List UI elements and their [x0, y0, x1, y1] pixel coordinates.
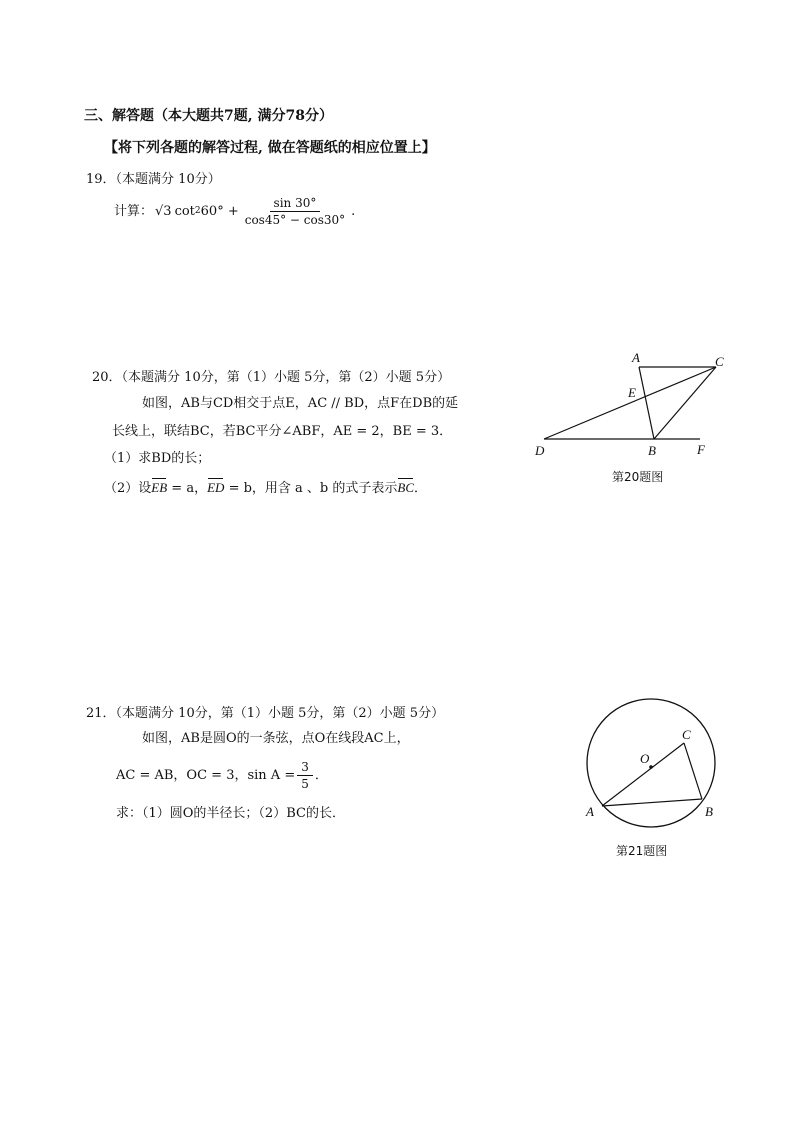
q20-eq-b: = b，用含 a 、b 的式子表示	[224, 481, 398, 496]
fig20-caption: 第20题图	[612, 470, 664, 484]
q20-part1: （1）求BD的长；	[104, 451, 211, 466]
q21-fraction	[297, 760, 313, 792]
q21-line1: 如图，AB是圆O的一条弦，点O在线段AC上，	[142, 731, 410, 746]
q21-line2	[116, 760, 328, 792]
q20-vector-eb: EB	[151, 480, 168, 495]
fig20-line-dc	[544, 367, 716, 439]
q21-line2-end: ．	[314, 768, 328, 784]
fig21-label-b: B	[705, 804, 713, 819]
fig20-label-e: E	[628, 385, 636, 400]
fig20-line-ab	[639, 367, 654, 439]
fig21-caption: 第21题图	[616, 844, 668, 858]
fig20-label-f: F	[697, 442, 705, 457]
q21-line3: 求：（1）圆O的半径长；（2）BC的长．	[116, 806, 345, 821]
fig21-label-c: C	[682, 727, 691, 742]
q20-part2	[104, 480, 427, 497]
q20-line1: 如图，AB与CD相交于点E，AC // BD，点F在DB的延	[142, 396, 459, 411]
q19-expression	[114, 196, 355, 228]
q21-header: 21．（本题满分 10分，第（1）小题 5分，第（2）小题 5分）	[86, 706, 445, 721]
fig21-circle	[587, 699, 715, 827]
q19-denominator: cos45° − cos30°	[244, 213, 346, 228]
q19-numerator: sin 30°	[270, 196, 321, 212]
q20-line2: 长线上，联结BC，若BC平分∠ABF，AE = 2，BE = 3．	[112, 424, 453, 439]
fig20-label-c: C	[715, 354, 724, 369]
q19-fraction	[241, 196, 349, 228]
fig20-label-b: B	[648, 443, 656, 458]
q20-header: 20．（本题满分 10分，第（1）小题 5分，第（2）小题 5分）	[92, 370, 451, 385]
q20-vector-bc: BC	[397, 480, 415, 495]
fig20-label-d: D	[535, 443, 545, 458]
q19-end: .	[351, 204, 356, 220]
figure-20	[520, 340, 740, 490]
q19-header: 19．（本题满分 10分）	[86, 172, 221, 187]
q19-cot: cot	[174, 204, 195, 220]
q21-frac-den: 5	[301, 777, 309, 792]
fig21-chord-ab	[602, 799, 702, 806]
q19-angle: 60° +	[200, 204, 239, 220]
q21-frac-num: 3	[297, 760, 313, 776]
fig21-label-o: O	[640, 751, 650, 766]
fig21-label-a: A	[586, 804, 594, 819]
q20-part2-prefix: （2）设	[104, 481, 152, 496]
q20-vector-ed: ED	[207, 480, 225, 495]
fig21-center-point	[649, 765, 653, 769]
q21-line2-text: AC = AB，OC = 3，sin A =	[116, 768, 296, 784]
q19-exp: 2	[194, 206, 201, 217]
fig21-segment-bc	[684, 743, 702, 799]
section-instruction: 【将下列各题的解答过程, 做在答题纸的相应位置上】	[104, 140, 436, 156]
fig20-line-bc	[654, 367, 716, 439]
section-heading: 三、解答题（本大题共7题, 满分78分）	[84, 108, 333, 124]
q20-eq-a: = a，	[167, 481, 208, 496]
q19-root: √3	[155, 204, 172, 220]
q19-prefix: 计算：	[114, 204, 154, 220]
q20-end: ．	[414, 481, 428, 496]
figure-21	[576, 696, 736, 836]
fig20-label-a: A	[632, 350, 640, 365]
